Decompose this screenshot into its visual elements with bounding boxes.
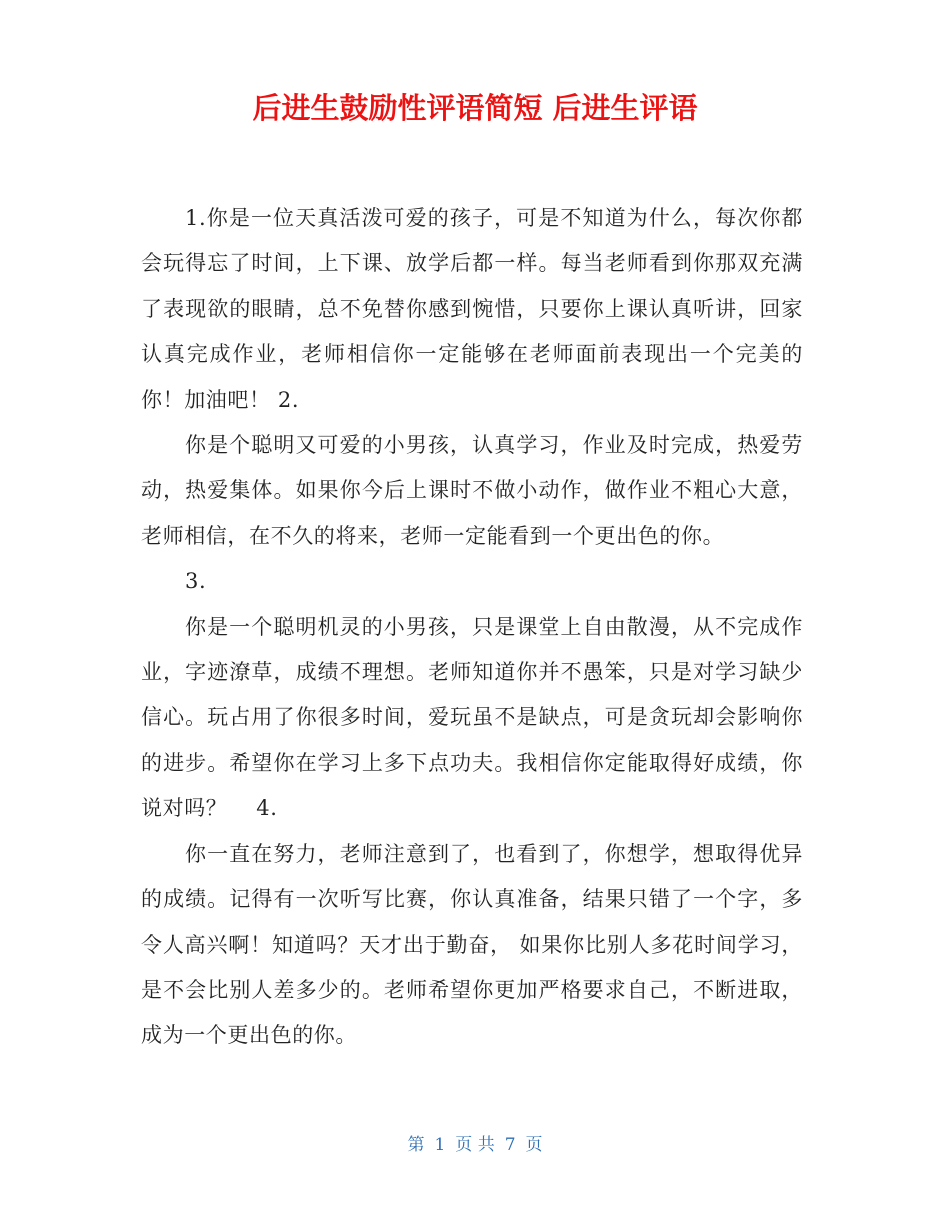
footer-middle: 页 共: [455, 1135, 495, 1155]
paragraph-5: 你一直在努力，老师注意到了，也看到了，你想学，想取得优异的成绩。记得有一次听写比赛，你认真准备，结果只错了一个字，多令人高兴啊！知道吗？天才出于勤奋， 如果你比别人多花时间学习，是不会比别人差多少的。老师希望你更加严格要求自己，不断进取，成为一个更出色的你。: [141, 841, 803, 1048]
paragraph-1: 1.你是一位天真活泼可爱的孩子，可是不知道为什么，每次你都会玩得忘了时间，上下课、放学后都一样。每当老师看到你那双充满了表现欲的眼睛，总不免替你感到惋惜，只要你上课认真听讲，回家认真完成作业，老师相信你一定能够在老师面前表现出一个完美的你！加油吧！ 2.: [141, 206, 803, 412]
footer-total-pages: 7: [504, 1135, 516, 1155]
footer-suffix: 页: [525, 1135, 543, 1155]
footer-page-number: 1: [434, 1135, 446, 1155]
paragraph-3: 3.: [185, 569, 207, 594]
document-title: 后进生鼓励性评语简短 后进生评语: [252, 91, 698, 125]
page-footer: [0, 1130, 950, 1160]
footer-prefix: 第: [407, 1135, 425, 1155]
paragraph-2: 你是个聪明又可爱的小男孩，认真学习，作业及时完成，热爱劳动，热爱集体。如果你今后上课时不做小动作，做作业不粗心大意，老师相信，在不久的将来，老师一定能看到一个更出色的你。: [141, 433, 803, 548]
document-body: [141, 196, 803, 1059]
paragraph-4: 你是一个聪明机灵的小男孩，只是课堂上自由散漫，从不完成作业，字迹潦草，成绩不理想。老师知道你并不愚笨，只是对学习缺少信心。玩占用了你很多时间，爱玩虽不是缺点，可是贪玩却会影响你的进步。希望你在学习上多下点功夫。我相信你定能取得好成绩，你说对吗？ 4.: [141, 614, 803, 821]
